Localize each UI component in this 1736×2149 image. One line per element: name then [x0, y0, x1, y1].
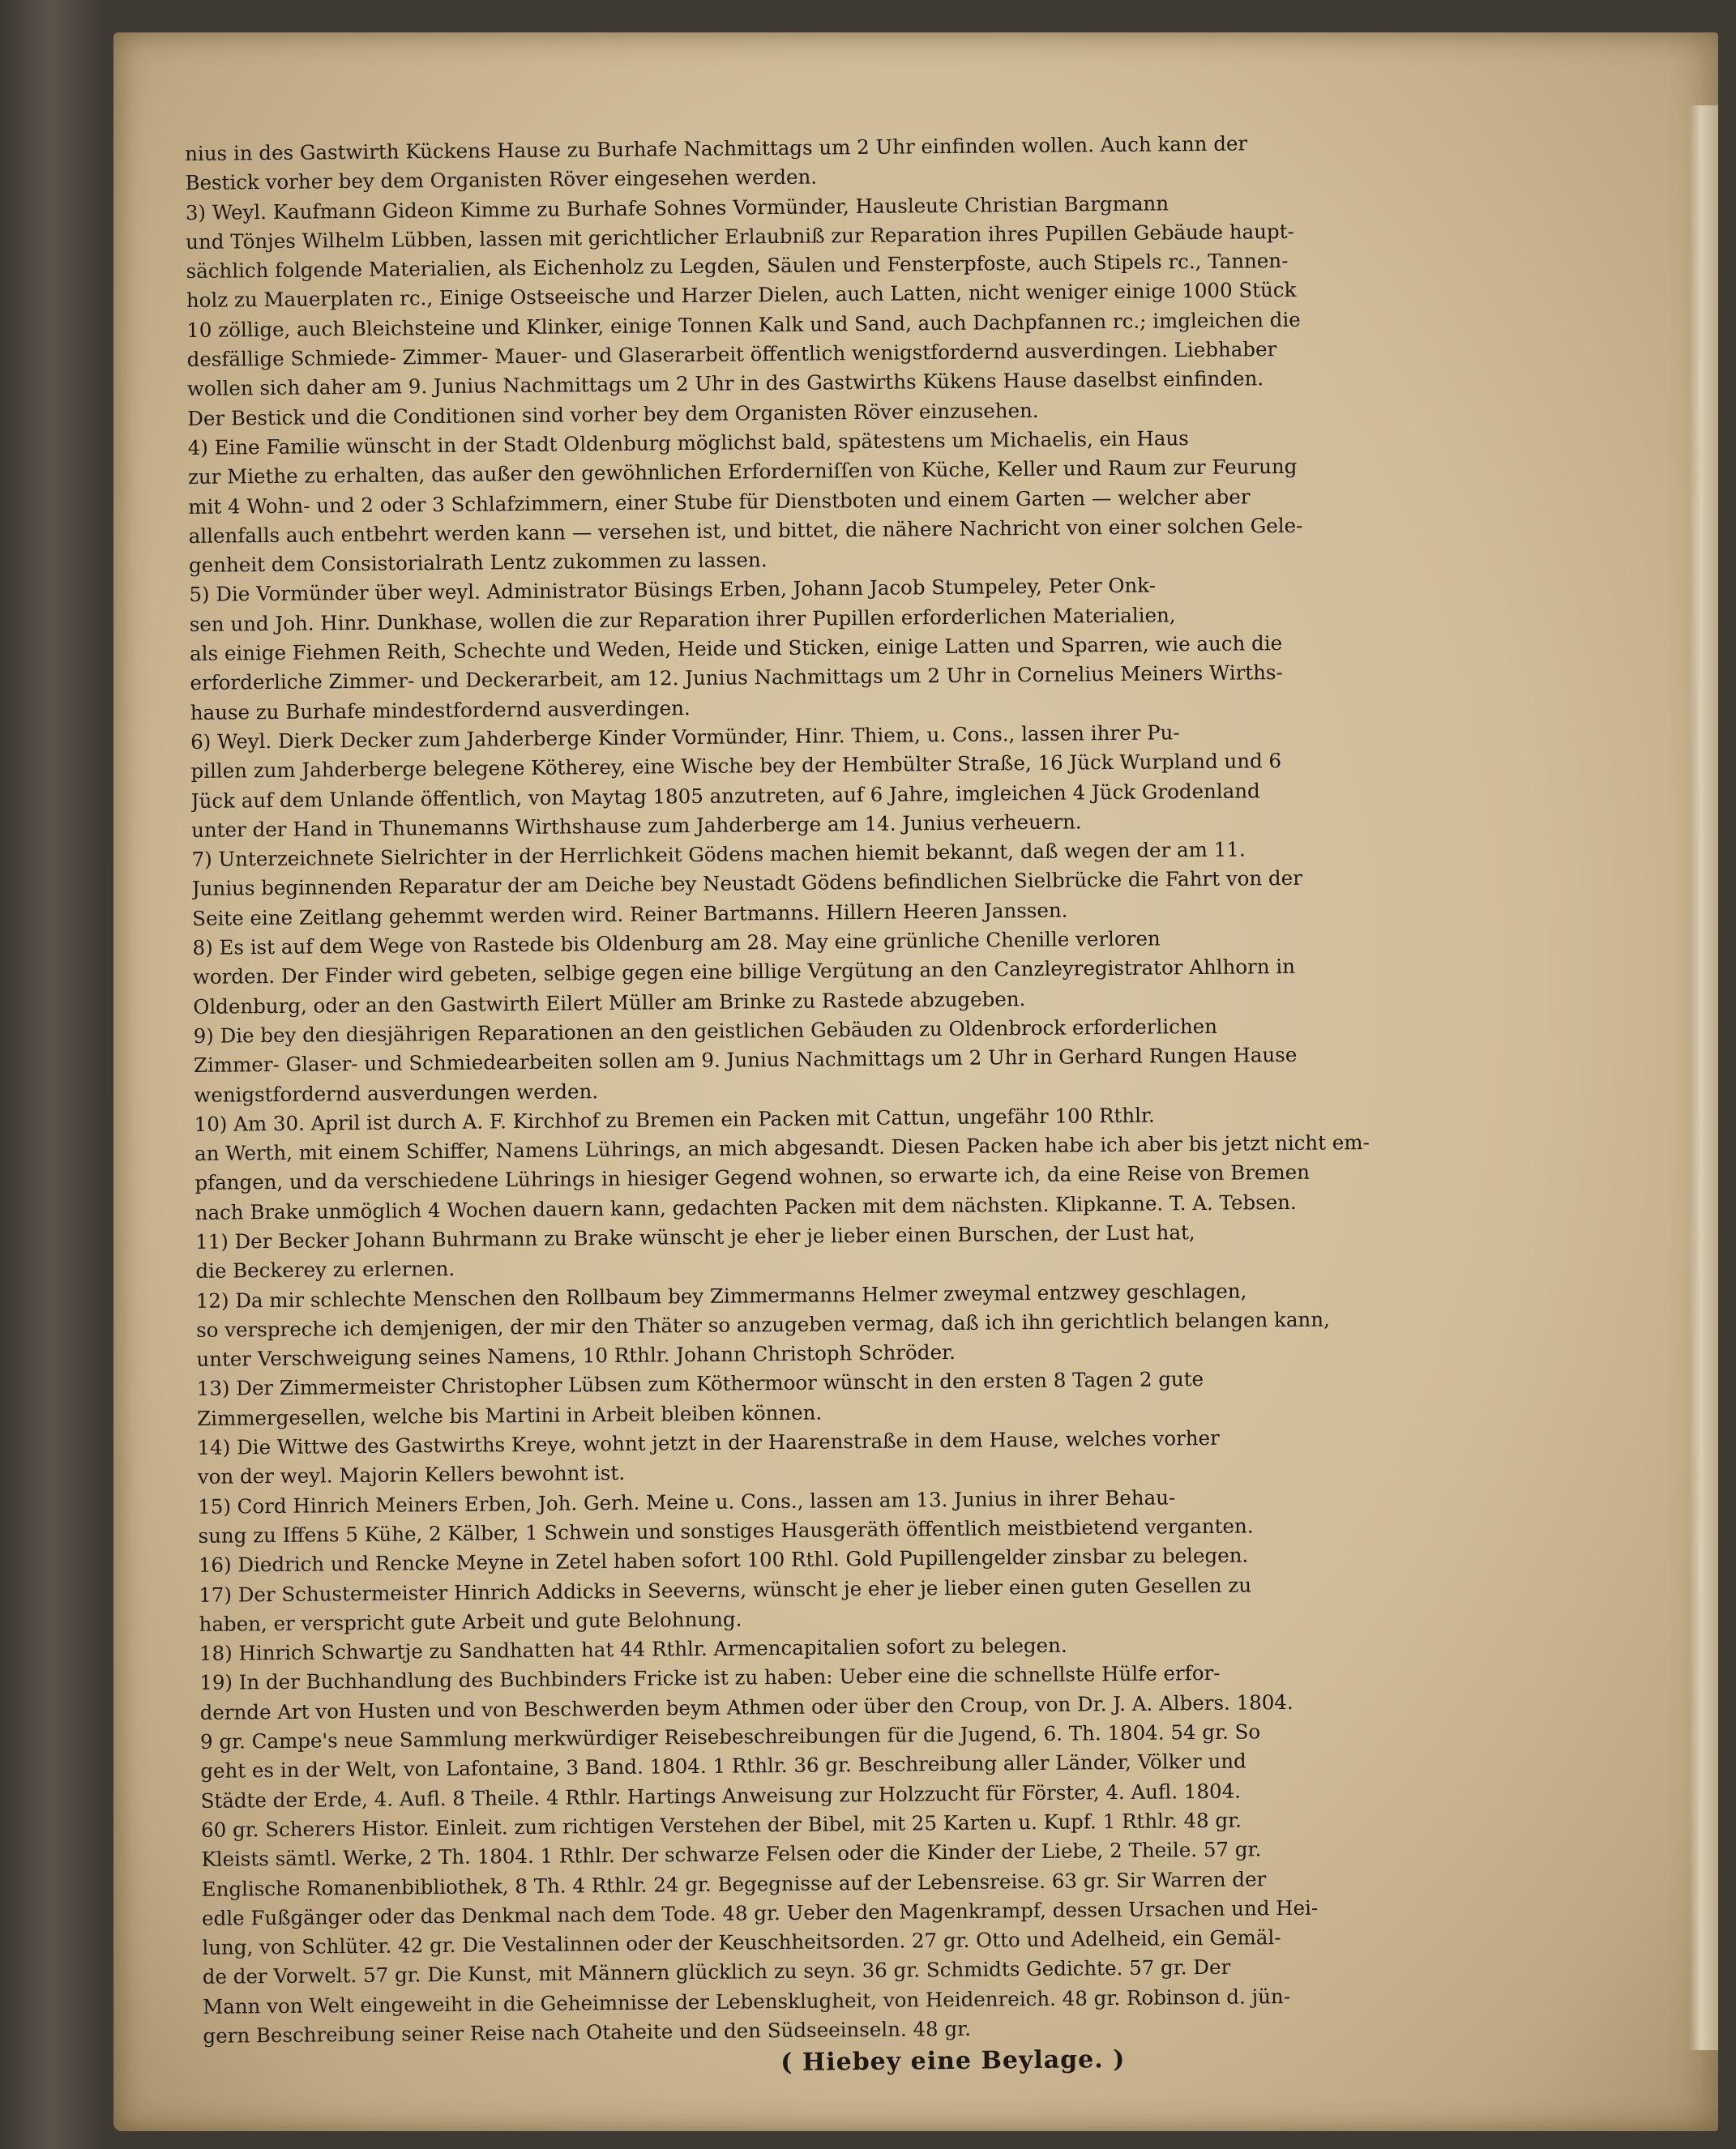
- text-line: Englische Romanenbibliothek, 8 Th. 4 Rthlr. 24 gr. Begegnisse auf der Lebensreise. 63 gr. Sir Warren der: [201, 1866, 1267, 1901]
- text-line: 18) Hinrich Schwartje zu Sandhatten hat 44 Rthlr. Armencapitalien sofort zu belegen.: [199, 1633, 1067, 1666]
- text-line: hause zu Burhafe mindestfordernd ausverdingen.: [190, 695, 691, 724]
- text-line: pillen zum Jahderberge belegene Kötherey, eine Wische bey der Hembülter Straße, 16 Jück Wurpland und 6: [190, 749, 1282, 784]
- text-line: 7) Unterzeichnete Sielrichter in der Herrlichkeit Gödens machen hiemit bekannt, daß wegen der am 11.: [191, 837, 1246, 872]
- text-line: allenfalls auch entbehrt werden kann — versehen ist, und bittet, die nähere Nachricht von einer solchen Gele-: [188, 513, 1303, 548]
- text-line: de der Vorwelt. 57 gr. Die Kunst, mit Männern glücklich zu seyn. 36 gr. Schmidts Gedichte. 57 gr. Der: [202, 1955, 1231, 1989]
- text-line: Junius beginnenden Reparatur der am Deiche bey Neustadt Gödens befindlichen Sielbrücke die Fahrt von der: [191, 866, 1303, 901]
- text-line: Mann von Welt eingeweiht in die Geheimnisse der Lebensklugheit, von Heidenreich. 48 gr. Robinson d. jün-: [202, 1984, 1291, 2019]
- text-line: 19) In der Buchhandlung des Buchbinders Fricke ist zu haben: Ueber eine die schnellste Hülfe erfor-: [199, 1661, 1221, 1695]
- text-line: erforderliche Zimmer- und Deckerarbeit, am 12. Junius Nachmittags um 2 Uhr in Cornelius Meiners Wirths-: [190, 660, 1283, 695]
- text-line: 9) Die bey den diesjährigen Reparationen an den geistlichen Gebäuden zu Oldenbrock erforderlichen: [193, 1014, 1218, 1048]
- text-line: gern Beschreibung seiner Reise nach Otaheite und den Südseeinseln. 48 gr.: [203, 2016, 972, 2048]
- text-line: 5) Die Vormünder über weyl. Administrator Büsings Erben, Johann Jacob Stumpeley, Peter Onk-: [189, 573, 1157, 607]
- text-line: Oldenburg, oder an den Gastwirth Eilert Müller am Brinke zu Rastede abzugeben.: [193, 986, 1026, 1019]
- text-line: 4) Eine Familie wünscht in der Stadt Oldenburg möglichst bald, spätestens um Michaelis, ein Haus: [187, 426, 1189, 459]
- text-line: 10) Am 30. April ist durch A. F. Kirchhof zu Bremen ein Packen mit Cattun, ungefähr 100 Rthlr.: [194, 1103, 1155, 1136]
- text-line: 8) Es ist auf dem Wege von Rastede bis Oldenburg am 28. May eine grünliche Chenille verloren: [192, 926, 1161, 959]
- text-line: die Beckerey zu erlernen.: [195, 1257, 455, 1284]
- text-line: an Werth, mit einem Schiffer, Namens Lührings, an mich abgesandt. Diesen Packen habe ich aber bis jetzt nicht em-: [194, 1130, 1370, 1166]
- text-line: 14) Die Wittwe des Gastwirths Kreye, wohnt jetzt in der Haarenstraße in dem Hause, welches vorher: [197, 1425, 1220, 1459]
- text-line: sen und Joh. Hinr. Dunkhase, wollen die zur Reparation ihrer Pupillen erforderlichen Materialien,: [189, 603, 1176, 636]
- text-line: unter der Hand in Thunemanns Wirthshause zum Jahderberge am 14. Junius verheuern.: [191, 810, 1082, 842]
- announcement-text-block: [185, 125, 1703, 2083]
- text-line: 10 zöllige, auch Bleichsteine und Klinker, einige Tonnen Kalk und Sand, auch Dachpfannen rc.; imgleichen die: [186, 307, 1301, 342]
- text-line: von der weyl. Majorin Kellers bewohnt ist.: [197, 1461, 626, 1489]
- text-line: Der Bestick und die Conditionen sind vorher bey dem Organisten Röver einzusehen.: [187, 398, 1039, 430]
- text-line: 3) Weyl. Kaufmann Gideon Kimme zu Burhafe Sohnes Vormünder, Hausleute Christian Bargmann: [185, 190, 1169, 224]
- text-line: als einige Fiehmen Reith, Schechte und Weden, Heide und Sticken, einige Latten und Sparren, wie auch die: [189, 631, 1283, 666]
- text-line: haben, er verspricht gute Arbeit und gute Belohnung.: [199, 1607, 742, 1636]
- text-line: holz zu Mauerplaten rc., Einige Ostseeische und Harzer Dielen, auch Latten, nicht weniger einige 1000 Stück: [186, 278, 1297, 313]
- text-line: Zimmergesellen, welche bis Martini in Arbeit bleiben können.: [197, 1400, 823, 1430]
- text-line: genheit dem Consistorialrath Lentz zukommen zu lassen.: [188, 548, 768, 578]
- text-line: lung, von Schlüter. 42 gr. Die Vestalinnen oder der Keuschheitsorden. 27 gr. Otto und Adelheid, ein Gemäl-: [202, 1925, 1281, 1960]
- text-line: pfangen, und da verschiedene Lührings in hiesiger Gegend wohnen, so erwarte ich, da eine Reise von Bremen: [195, 1160, 1311, 1195]
- text-line: 13) Der Zimmermeister Christopher Lübsen zum Köthermoor wünscht in den ersten 8 Tagen 2 gute: [196, 1367, 1204, 1401]
- text-line: wenigstfordernd ausverdungen werden.: [194, 1079, 599, 1107]
- text-line: sächlich folgende Materialien, als Eichenholz zu Legden, Säulen und Fensterpfoste, auch Stipels rc., Tannen-: [186, 249, 1289, 284]
- text-line: Jück auf dem Unlande öffentlich, von Maytag 1805 anzutreten, auf 6 Jahre, imgleichen 4 Jück Grodenland: [190, 778, 1260, 813]
- text-line: 6) Weyl. Dierk Decker zum Jahderberge Kinder Vormünder, Hinr. Thiem, u. Cons., lassen ihrer Pu-: [190, 720, 1180, 754]
- text-line: wollen sich daher am 9. Junius Nachmittags um 2 Uhr in des Gastwirths Kükens Hause daselbst einfinden.: [186, 366, 1264, 401]
- text-line: und Tönjes Wilhelm Lübben, lassen mit gerichtlicher Erlaubniß zur Reparation ihres Pupillen Gebäude haupt-: [186, 219, 1294, 254]
- text-line: 15) Cord Hinrich Meiners Erben, Joh. Gerh. Meine u. Cons., lassen am 13. Junius in ihrer Behau-: [198, 1485, 1176, 1519]
- text-line: nius in des Gastwirth Kückens Hause zu Burhafe Nachmittags um 2 Uhr einfinden wollen. Auch kann der: [185, 131, 1248, 165]
- text-line: mit 4 Wohn- und 2 oder 3 Schlafzimmern, einer Stube für Dienstboten und einem Garten — welcher aber: [188, 484, 1251, 519]
- text-line: 9 gr. Campe's neue Sammlung merkwürdiger Reisebeschreibungen für die Jugend, 6. Th. 1804. 54 gr. So: [199, 1720, 1261, 1754]
- text-line: dernde Art von Husten und von Beschwerden beym Athmen oder über den Croup, von Dr. J. A. Albers. 1804.: [199, 1690, 1293, 1724]
- text-line: 16) Diedrich und Rencke Meyne in Zetel haben sofort 100 Rthl. Gold Pupillengelder zinsbar zu belegen.: [198, 1543, 1249, 1578]
- text-line: Seite eine Zeitlang gehemmt werden wird. Reiner Bartmanns. Hillern Heeren Janssen.: [192, 898, 1068, 930]
- text-line: unter Verschweigung seines Namens, 10 Rthlr. Johann Christoph Schröder.: [196, 1340, 956, 1372]
- text-line: sung zu Iffens 5 Kühe, 2 Kälber, 1 Schwein und sonstiges Hausgeräth öffentlich meistbietend verganten.: [198, 1514, 1254, 1548]
- text-line: Städte der Erde, 4. Aufl. 8 Theile. 4 Rthlr. Hartings Anweisung zur Holzzucht für Förster, 4. Aufl. 1804.: [200, 1779, 1242, 1813]
- text-line: worden. Der Finder wird gebeten, selbige gegen eine billige Vergütung an den Canzleyregistrator Ahlhorn in: [192, 955, 1296, 989]
- text-line: nach Brake unmöglich 4 Wochen dauern kann, gedachten Packen mit dem nächsten. Klipkanne. T. A. Tebsen.: [195, 1190, 1297, 1224]
- text-line: so verspreche ich demjenigen, der mir den Thäter so anzugeben vermag, daß ich ihn gerichtlich belangen kann,: [195, 1307, 1330, 1342]
- text-line: Zimmer- Glaser- und Schmiedearbeiten sollen am 9. Junius Nachmittags um 2 Uhr in Gerhard Rungen Hause: [193, 1043, 1298, 1078]
- text-line: 17) Der Schustermeister Hinrich Addicks in Seeverns, wünscht je eher je lieber einen guten Gesellen zu: [199, 1572, 1252, 1607]
- text-line: 12) Da mir schlechte Menschen den Rollbaum bey Zimmermanns Helmer zweymal entzwey geschlagen,: [195, 1279, 1247, 1313]
- text-line: desfällige Schmiede- Zimmer- Mauer- und Glaserarbeit öffentlich wenigstfordernd ausverdingen. Liebhaber: [186, 337, 1277, 372]
- text-line: 11) Der Becker Johann Buhrmann zu Brake wünscht je eher je lieber einen Burschen, der Lust hat,: [195, 1220, 1195, 1254]
- text-line: Kleists sämtl. Werke, 2 Th. 1804. 1 Rthlr. Der schwarze Felsen oder die Kinder der Liebe, 2 Theile. 57 gr.: [201, 1837, 1262, 1872]
- text-line: edle Fußgänger oder das Denkmal nach dem Tode. 48 gr. Ueber den Magenkrampf, dessen Ursachen und Hei-: [201, 1895, 1319, 1930]
- text-line: zur Miethe zu erhalten, das außer den gewöhnlichen Erforderniſſen von Küche, Keller und Raum zur Feurung: [187, 455, 1298, 489]
- text-line: Bestick vorher bey dem Organisten Röver eingesehen werden.: [185, 164, 818, 195]
- text-line: 60 gr. Scherers Histor. Einleit. zum richtigen Verstehen der Bibel, mit 25 Karten u. Kupf. 1 Rthlr. 48 gr.: [200, 1808, 1242, 1842]
- supplement-note: ( Hiebey eine Beylage. ): [780, 2045, 1126, 2078]
- text-line: geht es in der Welt, von Lafontaine, 3 Band. 1804. 1 Rthlr. 36 gr. Beschreibung aller Länder, Völker und: [200, 1749, 1246, 1784]
